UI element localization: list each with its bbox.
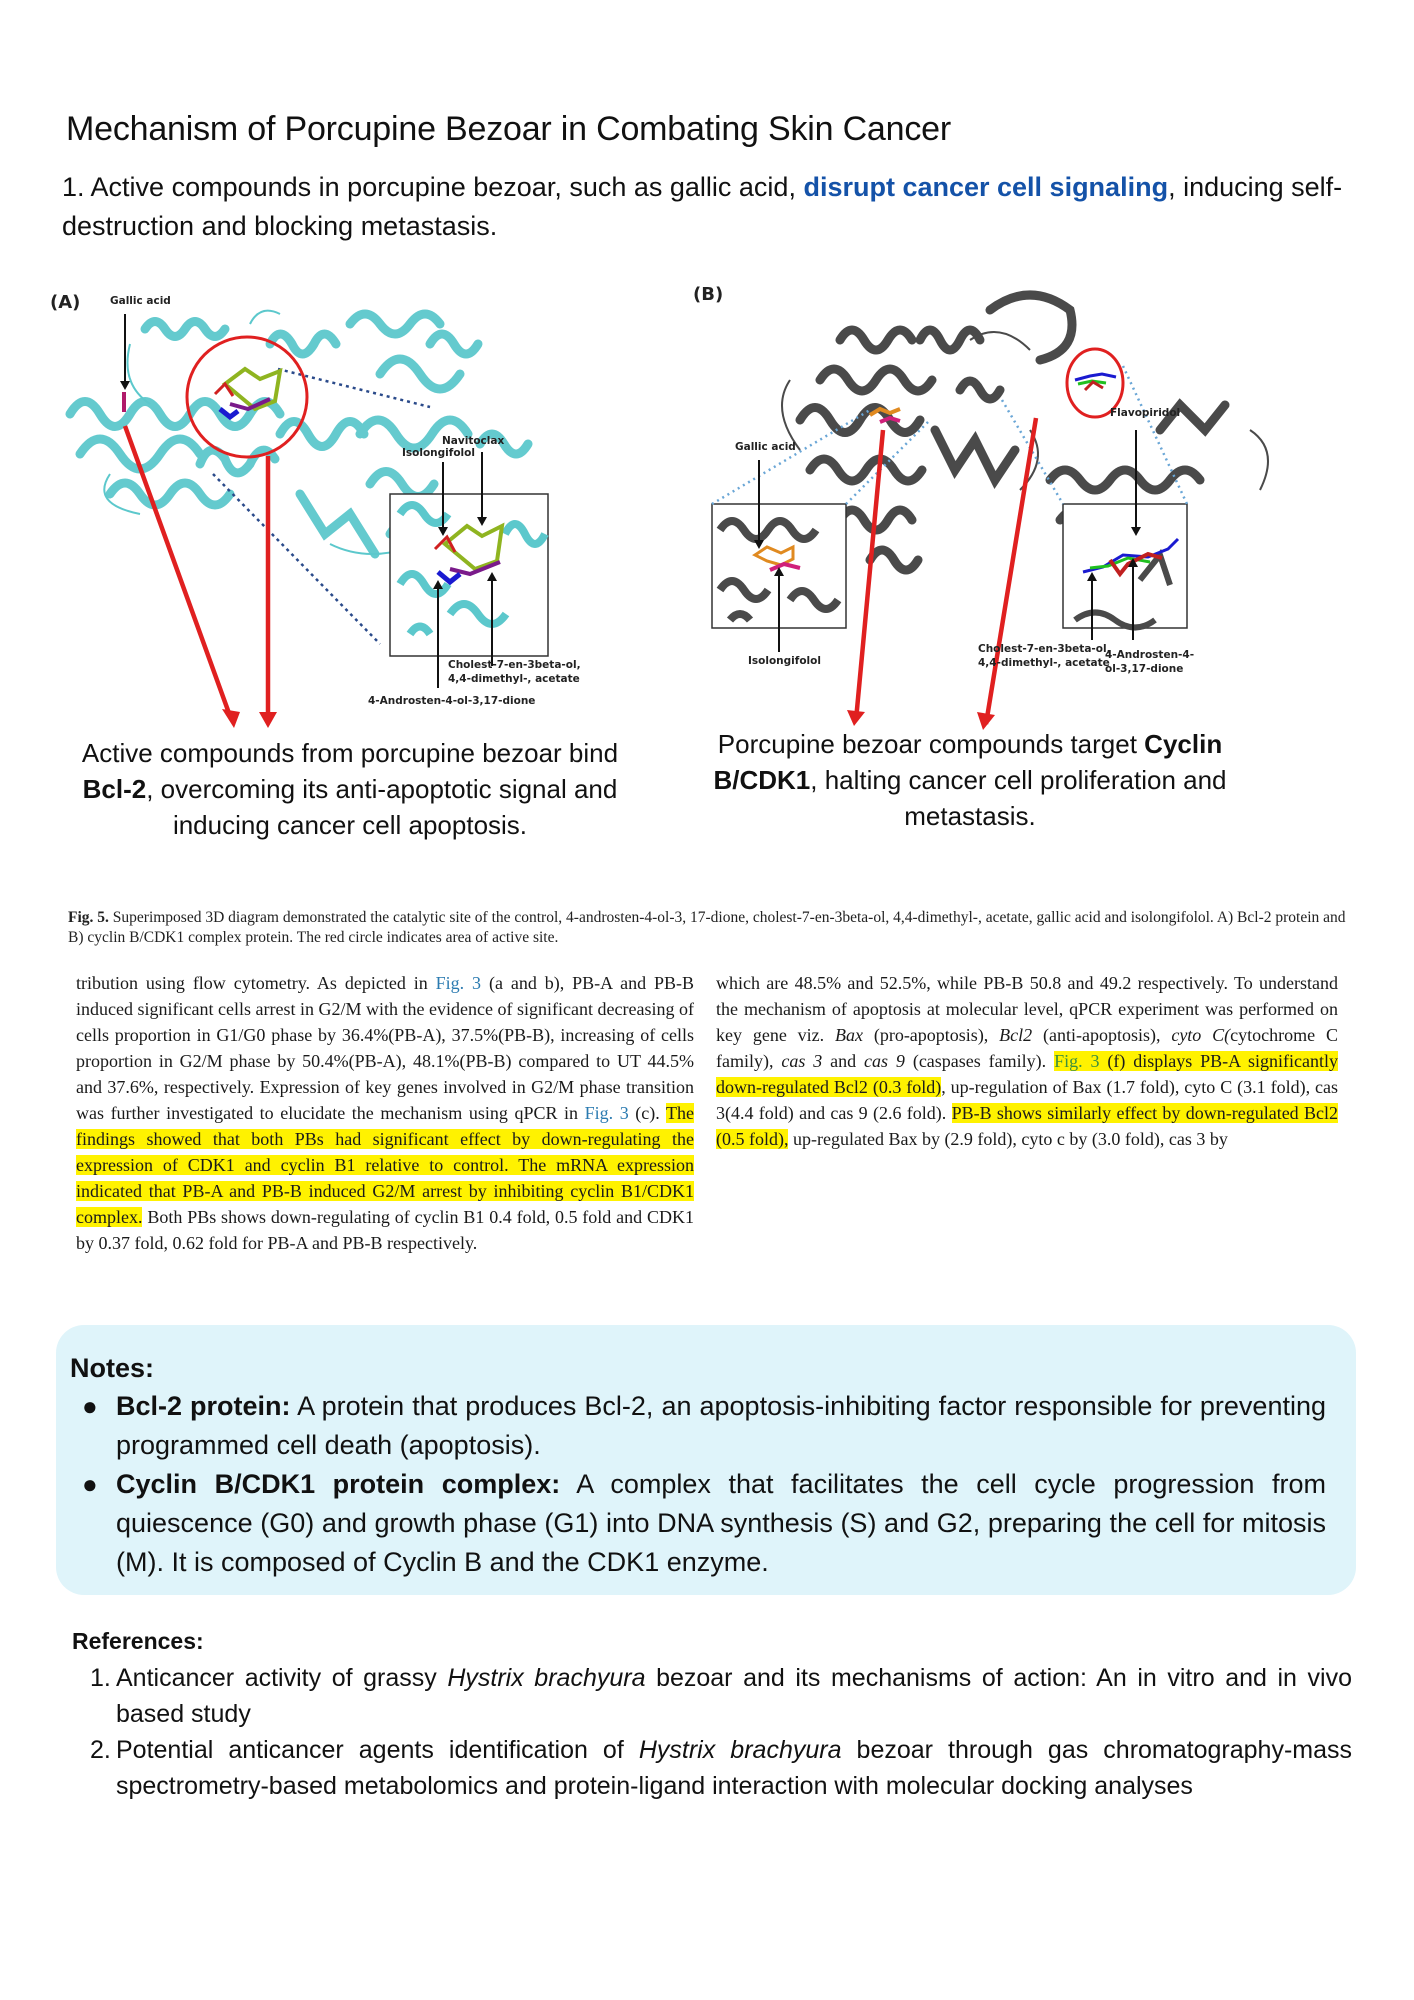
gene-name: Bcl2 [999, 1025, 1033, 1045]
label-androsten: 4-Androsten-4-ol-3,17-dione [368, 695, 536, 707]
caption-b-bold: Cyclin B/CDK1 [713, 729, 1223, 795]
fig3-link[interactable]: Fig. 3 [1054, 1051, 1100, 1071]
note-text: A protein that produces Bcl-2, an apoptosis-inhibiting factor responsible for preventing programmed cell death (apoptosis). [116, 1391, 1326, 1460]
references-list [72, 1660, 1352, 1804]
excerpt-text: tribution using flow cytometry. As depicted in [76, 973, 436, 993]
panel-a-label: (A) [50, 292, 81, 313]
caption-a-text-post: , overcoming its anti-apoptotic signal and inducing cancer cell apoptosis. [146, 774, 618, 840]
active-site-ligands [1075, 374, 1116, 390]
page-title: Mechanism of Porcupine Bezoar in Combating Skin Cancer [66, 110, 951, 148]
notes-title: Notes: [70, 1353, 155, 1383]
bcl2-protein-diagram [50, 284, 690, 704]
caption-b-text-post: , halting cancer cell proliferation and metastasis. [810, 765, 1227, 831]
highlighted-text: PB-B shows similarly effect by down-regulated Bcl2 (0.5 fold), [716, 1103, 1338, 1149]
caption-bcl2 [70, 735, 630, 843]
species-name: Hystrix brachyura [447, 1664, 646, 1692]
highlighted-text: The findings showed that both PBs had significant effect by down-regulating the expression of CDK1 and cyclin B1 relative to control. The mRNA expression indicated that PB-A and PB-B induced G2/M arrest by inhibiting cyclin B1/CDK1 complex. [76, 1103, 694, 1227]
label-flavopiridol: Flavopiridol [1110, 407, 1181, 419]
highlighted-text: (f) displays PB-A significantly down-regulated Bcl2 (0.3 fold) [716, 1051, 1339, 1097]
excerpt-text: up-regulated Bax by (2.9 fold), cyto c by (3.0 fold), cas 3 by [788, 1129, 1228, 1149]
excerpt-text: and [822, 1051, 865, 1071]
point-highlight: disrupt cancer cell signaling [803, 172, 1169, 202]
figure-caption-label: Fig. 5. [68, 909, 109, 926]
bullet-icon: ● [82, 1469, 98, 1499]
excerpt-text: Both PBs shows down-regulating of cyclin B1 0.4 fold, 0.5 fold and CDK1 by 0.37 fold, 0.62 fold for PB-A and PB-B respectively. [76, 1207, 694, 1253]
caption-b-text: Porcupine bezoar compounds target [717, 729, 1145, 759]
zoom-guide-line [712, 410, 870, 504]
label-cholest-line2: 4,4-dimethyl-, acetate [978, 657, 1110, 669]
label-gallic-acid: Gallic acid [735, 441, 796, 453]
label-cholest-line1: Cholest-7-en-3beta-ol, [448, 659, 581, 671]
label-androsten-line1: 4-Androsten-4- [1105, 649, 1195, 661]
caption-a-text: Active compounds from porcupine bezoar bind [81, 738, 619, 768]
notes-list [56, 1387, 1326, 1582]
excerpt-text: , up-regulation of Bax (1.7 fold), cyto C (3.1 fold), cas 3(4.4 fold) and cas 9 (2.6 fold). [716, 1077, 1339, 1123]
reference-text: bezoar and its mechanisms of action: An in vitro and in vivo based study [116, 1664, 1352, 1728]
excerpt-text: cytochrome C family), [716, 1025, 1338, 1071]
reference-item [72, 1660, 1352, 1732]
zoom-guide-line [278, 369, 430, 407]
key-point [62, 168, 1362, 246]
cyclin-cdk1-diagram [690, 280, 1350, 700]
excerpt-text: (a and b), PB-A and PB-B induced significant cells arrest in G2/M with the evidence of significant decreasing of cells proportion in G1/G0 phase by 36.4%(PB-A), 37.5%(PB-B), increasing of cells proportion in G2/M phase by 50.4%(PB-A), 48.1%(PB-B) compared to UT 44.5% and 37.6%, respectively. Expression of key genes involved in G2/M phase transition was further investigated to elucidate the mechanism using qPCR in [76, 973, 694, 1123]
excerpt-right-column [716, 970, 1338, 1152]
ligand-cluster [215, 369, 280, 417]
excerpt-text: (c). [628, 1103, 667, 1123]
fig3-link[interactable]: Fig. 3 [584, 1103, 629, 1123]
reference-text: Potential anticancer agents identification of [116, 1736, 639, 1764]
bullet-icon: ● [82, 1391, 98, 1421]
excerpt-left-column [76, 970, 694, 1256]
excerpt-text: (pro-apoptosis), [862, 1025, 1000, 1045]
gene-name: Bax [835, 1025, 863, 1045]
protein-loops [782, 332, 1268, 600]
red-arrow-gallic [125, 426, 230, 716]
label-cholest-line2: 4,4-dimethyl-, acetate [448, 673, 580, 685]
red-arrowhead [847, 710, 865, 726]
panel-b-label: (B) [693, 284, 724, 305]
note-term: Bcl-2 protein: [116, 1391, 291, 1421]
label-navitoclax: Navitoclax [442, 435, 505, 447]
label-gallic-acid: Gallic acid [110, 295, 171, 307]
label-isolongifolol: Isolongifolol [748, 655, 821, 667]
gene-name: cas 3 [781, 1051, 823, 1071]
gene-name: cyto C( [1171, 1025, 1231, 1045]
reference-number: 2. [90, 1736, 111, 1764]
notes-box [56, 1325, 1356, 1595]
zoom-guide-line [213, 474, 380, 644]
reference-text: bezoar through gas chromatography-mass spectrometry-based metabolomics and protein-ligand interaction with molecular docking analyses [116, 1736, 1352, 1800]
gene-name: cas 9 [864, 1051, 905, 1071]
point-text-pre: Active compounds in porcupine bezoar, such as gallic acid, [84, 172, 804, 202]
caption-a-bold: Bcl-2 [82, 774, 147, 804]
reference-number: 1. [90, 1664, 111, 1692]
red-arrowhead [222, 709, 240, 728]
reference-item [72, 1732, 1352, 1804]
note-item [82, 1465, 1326, 1582]
label-androsten-line2: ol-3,17-dione [1105, 663, 1184, 675]
zoom-guide-line [1123, 366, 1187, 504]
fig3-link[interactable]: Fig. 3 [435, 973, 482, 993]
references-title: References: [72, 1628, 204, 1654]
point-number: 1. [62, 172, 85, 202]
reference-text: Anticancer activity of grassy [116, 1664, 448, 1692]
note-text: A complex that facilitates the cell cycle progression from quiescence (G0) and growth phase (G1) into DNA synthesis (S) and G2, preparing the cell for mitosis (M). It is composed of Cyclin B and the CDK1 enzyme. [116, 1469, 1326, 1577]
point-text-post: , inducing self-destruction and blocking metastasis. [62, 172, 1343, 241]
figure-caption-text: Superimposed 3D diagram demonstrated the catalytic site of the control, 4-androsten-4-ol-3, 17-dione, cholest-7-en-3beta-ol, 4,4-dimethyl-, acetate, gallic acid and isolongifolol. A) Bcl-2 protein and B) cyclin B/CDK1 complex protein. The red circle indicates area of active site. [68, 909, 1346, 946]
note-item [82, 1387, 1326, 1465]
species-name: Hystrix brachyura [638, 1736, 842, 1764]
excerpt-text: (caspases family). [904, 1051, 1055, 1071]
figure-panel-b [690, 280, 1350, 700]
red-arrowhead [259, 712, 277, 728]
excerpt-text: (anti-apoptosis), [1032, 1025, 1172, 1045]
figure-caption [68, 908, 1358, 948]
excerpt-text: which are 48.5% and 52.5%, while PB-B 50.8 and 49.2 respectively. To understand the mechanism of apoptosis at molecular level, qPCR experiment was performed on key gene viz. [716, 973, 1338, 1045]
label-cholest-line1: Cholest-7-en-3beta-ol, [978, 643, 1111, 655]
label-isolongifolol: Isolongifolol [402, 447, 475, 459]
figure-panel-a [50, 284, 690, 707]
note-term: Cyclin B/CDK1 protein complex: [116, 1469, 561, 1499]
caption-cyclin [700, 726, 1240, 834]
